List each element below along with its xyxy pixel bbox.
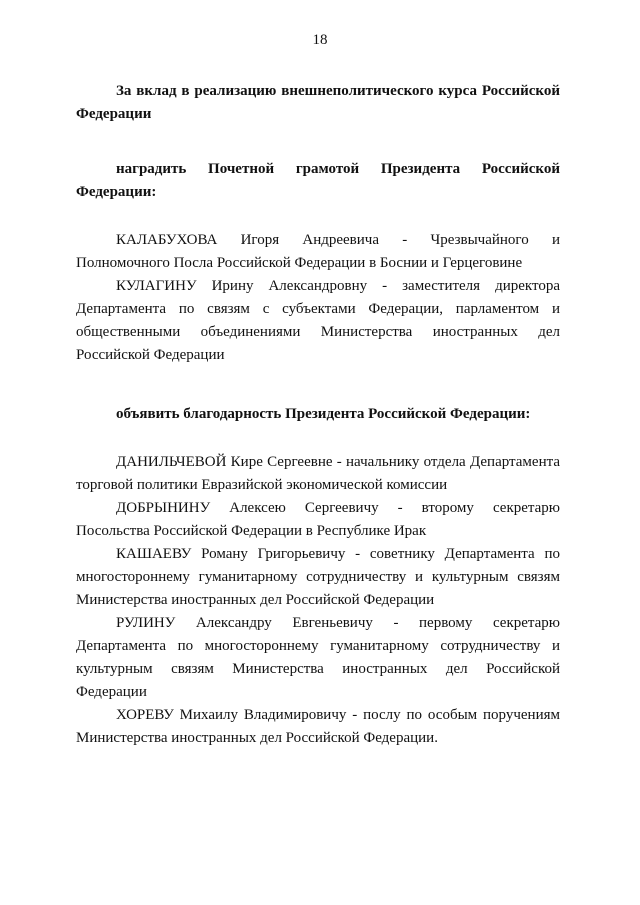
intro-paragraph: За вклад в реализацию внешнеполитического курса Российской Федерации: [76, 83, 560, 122]
award-entry-kulagina: КУЛАГИНУ Ирину Александровну - заместителя директора Департамента по связям с субъектами Федерации, парламентом и общественными объединениями Министерства иностранных дел Российской Федерации: [76, 278, 560, 363]
gratitude-entry-rulin: РУЛИНУ Александру Евгеньевичу - первому секретарю Департамента по многостороннему гуманитарному сотрудничеству и культурным связям Министерства иностранных дел Российской Федерации: [76, 615, 560, 700]
page-number: 18: [312, 32, 328, 48]
document-body: [76, 80, 560, 750]
gratitude-entry-dobrynin: ДОБРЫНИНУ Алексею Сергеевичу - второму секретарю Посольства Российской Федерации в Республике Ирак: [76, 500, 560, 539]
gratitude-entry-khorev: ХОРЕВУ Михаилу Владимировичу - послу по особым поручениям Министерства иностранных дел Российской Федерации.: [76, 707, 560, 746]
award-entry-kalabukhov: КАЛАБУХОВА Игоря Андреевича - Чрезвычайного и Полномочного Посла Российской Федерации в Боснии и Герцеговине: [76, 232, 560, 271]
gratitude-entry-kashaev: КАШАЕВУ Роману Григорьевичу - советнику Департамента по многостороннему гуманитарному сотрудничеству и культурным связям Министерства иностранных дел Российской Федерации: [76, 546, 560, 608]
section2-heading: объявить благодарность Президента Российской Федерации:: [116, 406, 531, 422]
gratitude-entry-danilcheva: ДАНИЛЬЧЕВОЙ Кире Сергеевне - начальнику отдела Департамента торговой политики Евразийской экономической комиссии: [76, 454, 560, 493]
section1-heading: наградить Почетной грамотой Президента Российской Федерации:: [76, 161, 560, 200]
